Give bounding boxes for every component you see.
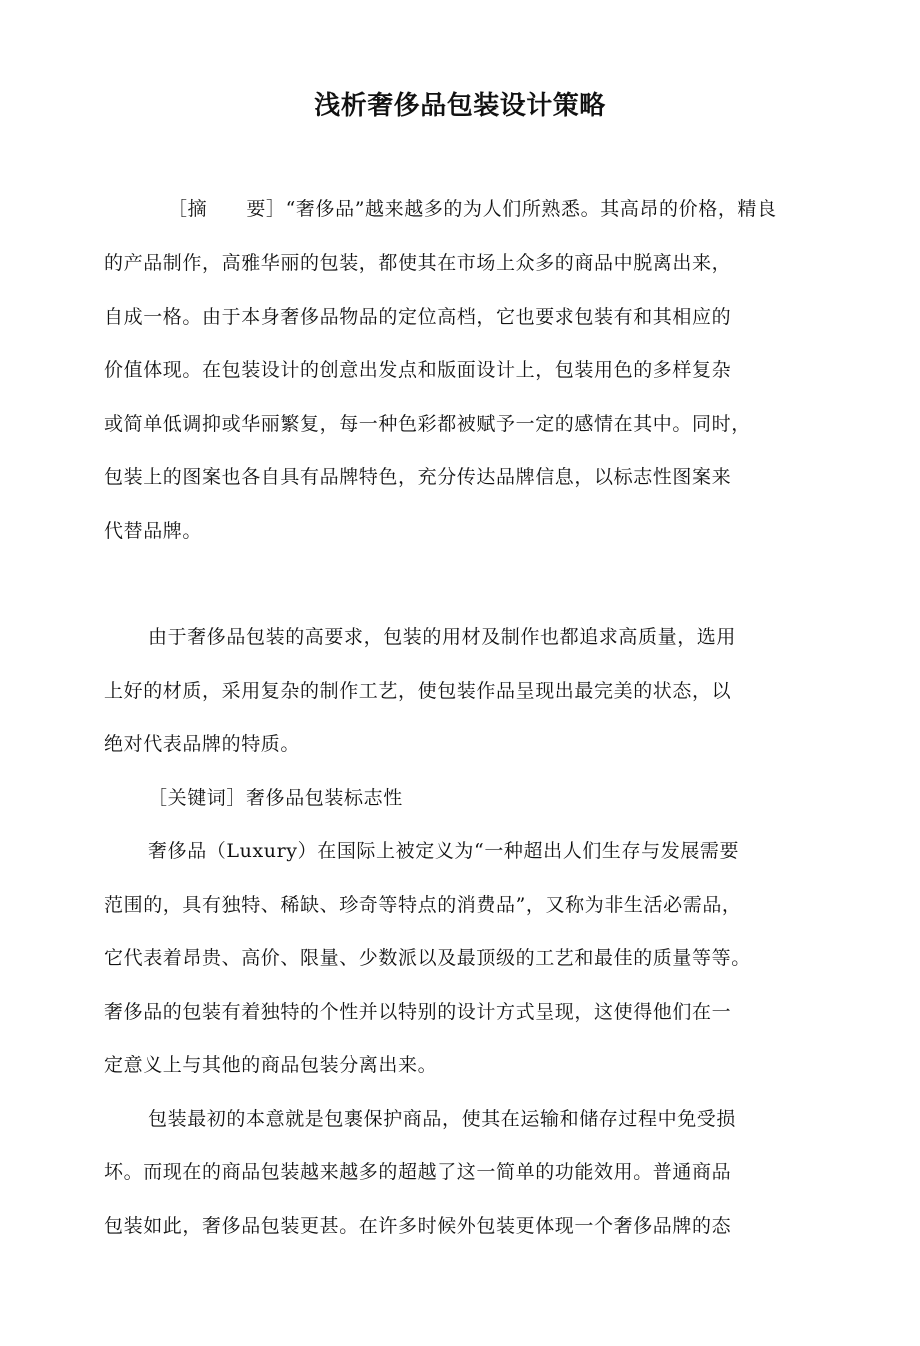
page-title: 浅析奢侈品包装设计策略 bbox=[314, 91, 606, 121]
paragraph-line: 它代表着昂贵、高价、限量、少数派以及最顶级的工艺和最佳的质量等等。 bbox=[104, 947, 751, 969]
paragraph-line: 包装最初的本意就是包裹保护商品，使其在运输和储存过程中免受损 bbox=[148, 1108, 737, 1130]
abstract-line: 包装上的图案也各自具有品牌特色，充分传达品牌信息，以标志性图案来 bbox=[104, 466, 732, 488]
abstract-line: ［摘 要］“奢侈品”越来越多的为人们所熟悉。其高昂的价格，精良 bbox=[168, 198, 777, 220]
paragraph-line: 奢侈品（Luxury）在国际上被定义为“一种超出人们生存与发展需要 bbox=[148, 840, 740, 862]
paragraph-line: 由于奢侈品包装的高要求，包装的用材及制作也都追求高质量，选用 bbox=[148, 626, 737, 648]
paragraph-line: 坏。而现在的商品包装越来越多的超越了这一简单的功能效用。普通商品 bbox=[104, 1161, 732, 1183]
paragraph-line: 定意义上与其他的商品包装分离出来。 bbox=[104, 1054, 438, 1076]
abstract-line: 的产品制作，高雅华丽的包装，都使其在市场上众多的商品中脱离出来， bbox=[104, 252, 732, 274]
paragraph-line: 奢侈品的包装有着独特的个性并以特别的设计方式呈现，这使得他们在一 bbox=[104, 1001, 732, 1023]
paragraph-line: 包装如此，奢侈品包装更甚。在许多时候外包装更体现一个奢侈品牌的态 bbox=[104, 1215, 732, 1237]
abstract-line: 价值体现。在包装设计的创意出发点和版面设计上，包装用色的多样复杂 bbox=[104, 359, 732, 381]
paragraph-line: 绝对代表品牌的特质。 bbox=[104, 733, 301, 755]
paragraph-line: 范围的，具有独特、稀缺、珍奇等特点的消费品”，又称为非生活必需品， bbox=[104, 894, 742, 916]
abstract-line: 代替品牌。 bbox=[104, 520, 203, 542]
abstract-line: 或简单低调抑或华丽繁复，每一种色彩都被赋予一定的感情在其中。同时， bbox=[104, 413, 751, 435]
abstract-line: 自成一格。由于本身奢侈品物品的定位高档，它也要求包装有和其相应的 bbox=[104, 306, 732, 328]
paragraph-line: 上好的材质，采用复杂的制作工艺，使包装作品呈现出最完美的状态，以 bbox=[104, 680, 732, 702]
keywords-line: ［关键词］奢侈品包装标志性 bbox=[148, 787, 403, 809]
